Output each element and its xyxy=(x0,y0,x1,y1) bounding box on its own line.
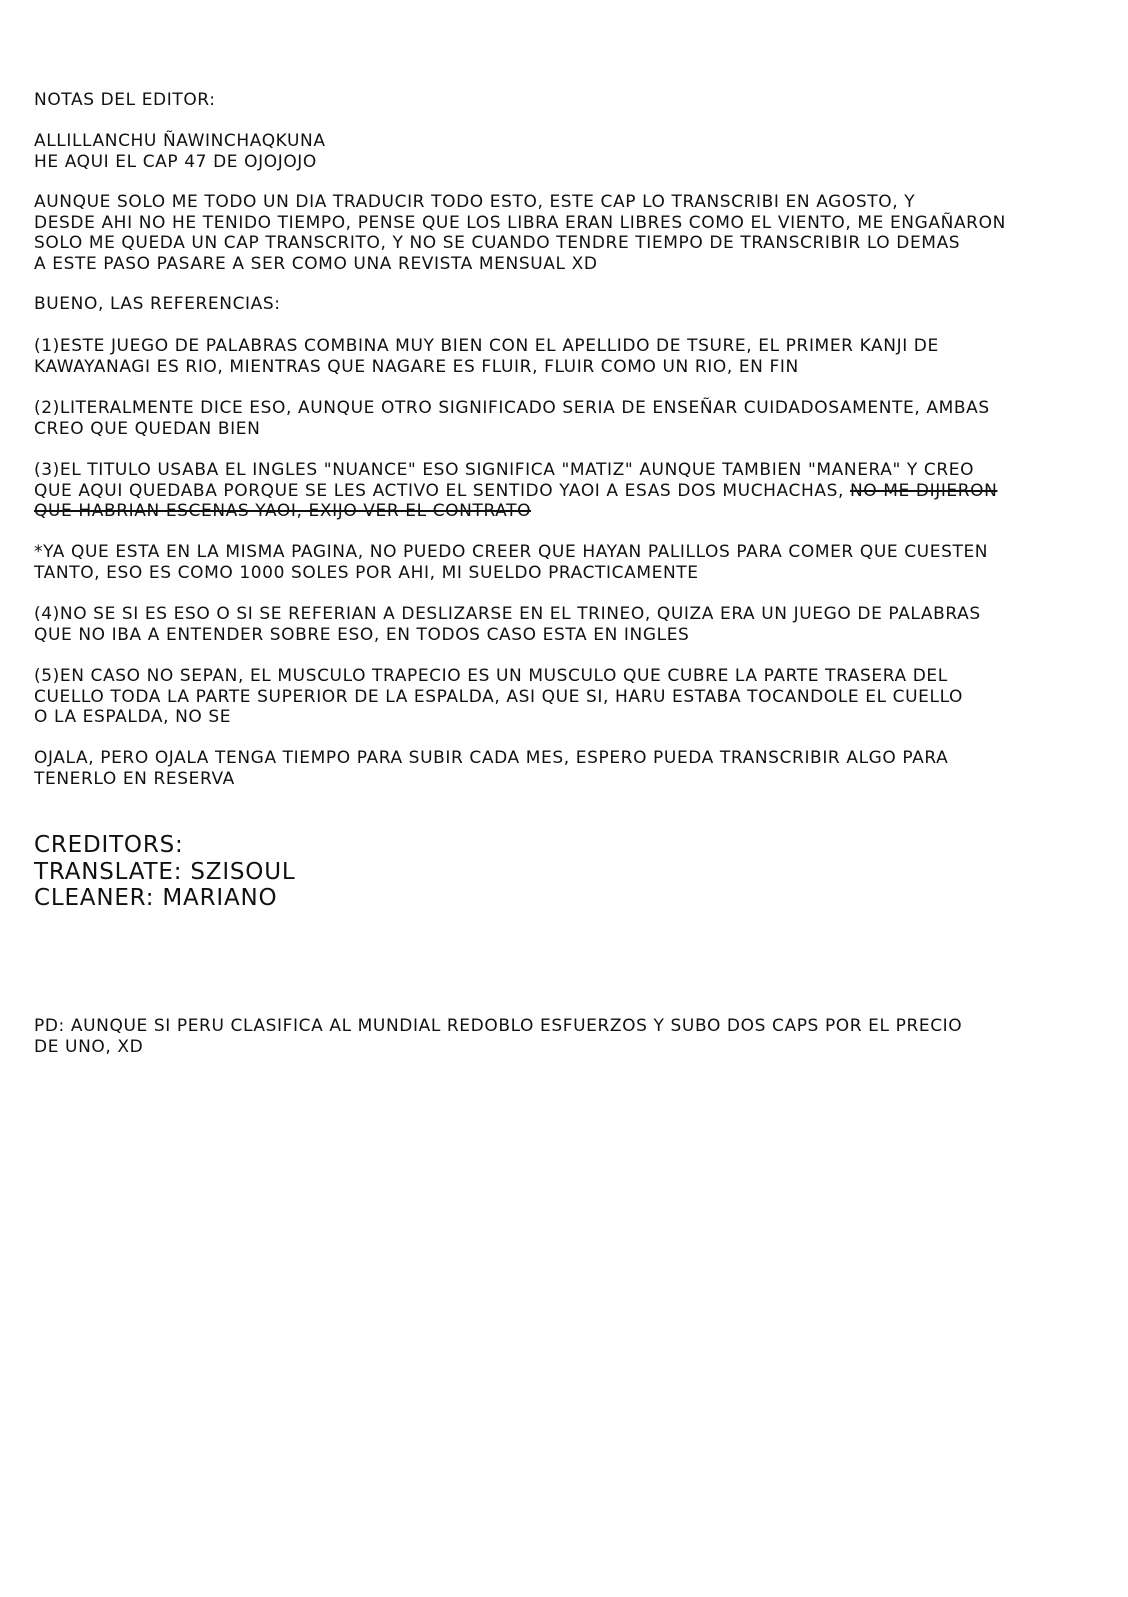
credits-block xyxy=(34,832,295,912)
reference-line: KAWAYANAGI ES RIO, MIENTRAS QUE NAGARE ES FLUIR, FLUIR COMO UN RIO, EN FIN xyxy=(34,356,799,377)
aside-line: *YA QUE ESTA EN LA MISMA PAGINA, NO PUEDO CREER QUE HAYAN PALILLOS PARA COMER QUE CUESTEN xyxy=(34,542,989,562)
intro-line: SOLO ME QUEDA UN CAP TRANSCRITO, Y NO SE CUANDO TENDRE TIEMPO DE TRANSCRIBIR LO DEMAS xyxy=(34,233,961,253)
credits-heading: CREDITORS: xyxy=(34,832,184,858)
references-heading-block xyxy=(34,294,1104,315)
reference-text: QUE AQUI QUEDABA PORQUE SE LES ACTIVO EL SENTIDO YAOI A ESAS DOS MUCHACHAS, xyxy=(34,480,850,501)
credit-cleaner: CLEANER: MARIANO xyxy=(34,885,278,911)
greeting-line: HE AQUI EL CAP 47 DE OJOJOJO xyxy=(34,151,317,172)
reference-4 xyxy=(34,604,1104,645)
closing-line: OJALA, PERO OJALA TENGA TIEMPO PARA SUBIR CADA MES, ESPERO PUEDA TRANSCRIBIR ALGO PARA xyxy=(34,748,949,768)
reference-1 xyxy=(34,336,1104,377)
reference-line: O LA ESPALDA, NO SE xyxy=(34,707,232,727)
closing-paragraph xyxy=(34,748,1104,789)
reference-3 xyxy=(34,460,1104,522)
reference-line: CREO QUE QUEDAN BIEN xyxy=(34,418,261,439)
reference-5 xyxy=(34,666,1104,728)
greeting-block xyxy=(34,131,1104,172)
closing-line: TENERLO EN RESERVA xyxy=(34,768,235,789)
reference-line: (1)ESTE JUEGO DE PALABRAS COMBINA MUY BIEN CON EL APELLIDO DE TSURE, EL PRIMER KANJI DE xyxy=(34,336,939,356)
reference-2 xyxy=(34,398,1104,439)
intro-line: DESDE AHI NO HE TENIDO TIEMPO, PENSE QUE LOS LIBRA ERAN LIBRES COMO EL VIENTO, ME ENGAÑARON xyxy=(34,212,1006,233)
reference-line: CUELLO TODA LA PARTE SUPERIOR DE LA ESPALDA, ASI QUE SI, HARU ESTABA TOCANDOLE EL CUELLO xyxy=(34,686,964,707)
intro-line: AUNQUE SOLO ME TODO UN DIA TRADUCIR TODO ESTO, ESTE CAP LO TRANSCRIBI EN AGOSTO, Y xyxy=(34,192,916,212)
aside-line: TANTO, ESO ES COMO 1000 SOLES POR AHI, MI SUELDO PRACTICAMENTE xyxy=(34,562,699,583)
intro-paragraph xyxy=(34,192,1104,274)
notes-heading: NOTAS DEL EDITOR: xyxy=(34,90,216,110)
references-heading: BUENO, LAS REFERENCIAS: xyxy=(34,294,281,314)
reference-line: (2)LITERALMENTE DICE ESO, AUNQUE OTRO SIGNIFICADO SERIA DE ENSEÑAR CUIDADOSAMENTE, AMBAS xyxy=(34,398,990,418)
reference-line: (4)NO SE SI ES ESO O SI SE REFERIAN A DESLIZARSE EN EL TRINEO, QUIZA ERA UN JUEGO DE PALABRAS xyxy=(34,604,981,624)
struck-text: NO ME DIJIERON xyxy=(849,480,998,501)
reference-line: (5)EN CASO NO SEPAN, EL MUSCULO TRAPECIO ES UN MUSCULO QUE CUBRE LA PARTE TRASERA DEL xyxy=(34,666,948,686)
postscript xyxy=(34,1016,1104,1057)
notes-heading-block xyxy=(34,90,1104,111)
intro-line: A ESTE PASO PASARE A SER COMO UNA REVISTA MENSUAL XD xyxy=(34,253,598,274)
reference-line xyxy=(34,481,1104,502)
greeting-line: ALLILLANCHU ÑAWINCHAQKUNA xyxy=(34,131,326,151)
credit-translate: TRANSLATE: SZISOUL xyxy=(34,858,296,885)
postscript-line: PD: AUNQUE SI PERU CLASIFICA AL MUNDIAL REDOBLO ESFUERZOS Y SUBO DOS CAPS POR EL PRECIO xyxy=(34,1016,963,1036)
aside-note xyxy=(34,542,1104,583)
reference-line: (3)EL TITULO USABA EL INGLES "NUANCE" ESO SIGNIFICA "MATIZ" AUNQUE TAMBIEN "MANERA" Y CREO xyxy=(34,460,975,480)
postscript-line: DE UNO, XD xyxy=(34,1036,144,1057)
reference-line: QUE NO IBA A ENTENDER SOBRE ESO, EN TODOS CASO ESTA EN INGLES xyxy=(34,624,690,645)
struck-text: QUE HABRIAN ESCENAS YAOI, EXIJO VER EL CONTRATO xyxy=(34,501,532,521)
